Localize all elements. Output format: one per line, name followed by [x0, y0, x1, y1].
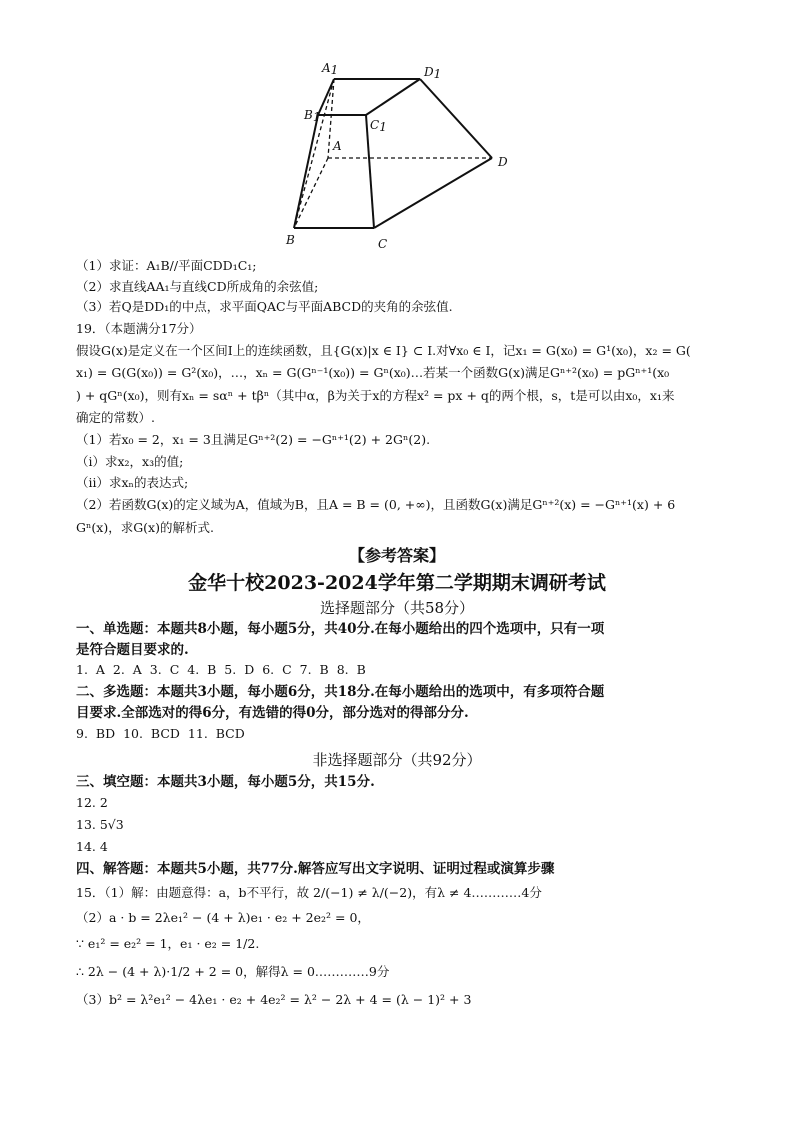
geometry-figure	[270, 52, 520, 254]
q18-part2: （2）求直线AA₁与直线CD所成角的余弦值;	[76, 279, 319, 294]
section3-desc: 三、填空题：本题共3小题，每小题5分，共15分.	[76, 774, 375, 790]
q19-text-1: 假设G(x)是定义在一个区间I上的连续函数，且{G(x)|x ∈ I} ⊂ I.对∀x₀ ∈ I，记x₁ = G(x₀) = G¹(x₀)，x₂ = G(	[76, 343, 691, 358]
answer-14: 14. 4	[76, 839, 108, 854]
label-c1: C1	[370, 118, 387, 134]
segment-a1b-hidden	[294, 79, 334, 228]
q19-part2-a: （2）若函数G(x)的定义域为A，值域为B，且A = B = (0, +∞)，且函数G(x)满足Gⁿ⁺²(x) = −Gⁿ⁺¹(x) + 6	[76, 497, 676, 512]
q19-part2-b: Gⁿ(x)，求G(x)的解析式.	[76, 520, 214, 535]
q15-step1: 15．（1）解：由题意得：a，b不平行，故 2/(−1) ≠ λ/(−2)，有λ ≠ 4…………4分	[76, 885, 542, 900]
edge-b1b	[294, 115, 318, 228]
label-d: D	[498, 155, 508, 169]
q15-step3: ∵ e₁² = e₂² = 1，e₁ · e₂ = 1/2.	[76, 936, 260, 951]
label-d1: D1	[424, 65, 442, 81]
section4-desc: 四、解答题：本题共5小题，共77分.解答应写出文字说明、证明过程或演算步骤	[76, 861, 555, 877]
edge-d1d	[420, 79, 492, 158]
q19-text-3: ) + qGⁿ(x₀)，则有xₙ = sαⁿ + tβⁿ（其中α，β为关于x的方程x² = px + q的两个根，s，t是可以由x₀，x₁来	[76, 388, 675, 403]
q18-part3: （3）若Q是DD₁的中点，求平面QAC与平面ABCD的夹角的余弦值.	[76, 299, 453, 314]
label-a1: A1	[322, 61, 339, 77]
q19-text-2: x₁) = G(G(x₀)) = G²(x₀)，…，xₙ = G(Gⁿ⁻¹(x₀)) = Gⁿ(x₀)…若某一个函数G(x)满足Gⁿ⁺²(x₀) = pGⁿ⁺¹(x₀	[76, 365, 670, 380]
label-c: C	[378, 237, 388, 251]
q19-part1-ii: （ⅱ）求xₙ的表达式;	[76, 475, 189, 490]
part2-heading: 非选择题部分（共92分）	[312, 751, 482, 769]
q19-part1: （1）若x₀ = 2，x₁ = 3且满足Gⁿ⁺²(2) = −Gⁿ⁺¹(2) + 2Gⁿ(2).	[76, 432, 431, 447]
section2-desc-b: 目要求.全部选对的得6分，有选错的得0分，部分选对的得部分分.	[76, 705, 469, 721]
edge-d1c1	[366, 79, 420, 115]
q18-part1: （1）求证：A₁B//平面CDD₁C₁;	[76, 258, 257, 273]
section2-desc-a: 二、多选题：本题共3小题，每小题6分，共18分.在每小题给出的选项中，有多项符合题	[76, 684, 605, 700]
label-a: A	[333, 139, 342, 153]
answer-13: 13. 5√3	[76, 817, 124, 832]
part1-heading: 选择题部分（共58分）	[319, 599, 475, 617]
q15-step5: （3）b² = λ²e₁² − 4λe₁ · e₂ + 4e₂² = λ² − 2λ + 4 = (λ − 1)² + 3	[76, 992, 472, 1007]
section1-desc-b: 是符合题目要求的.	[76, 642, 189, 658]
label-b: B	[286, 233, 295, 247]
q15-step2: （2）a · b = 2λe₁² − (4 + λ)e₁ · e₂ + 2e₂² = 0，	[76, 910, 370, 925]
section2-answers: 9. BD 10. BCD 11. BCD	[76, 726, 245, 741]
answers-header: 【参考答案】	[348, 546, 445, 565]
section1-desc-a: 一、单选题：本题共8小题，每小题5分，共40分.在每小题给出的四个选项中，只有一项	[76, 621, 605, 637]
edge-ab-hidden	[294, 158, 328, 228]
label-b1: B1	[304, 108, 321, 124]
answers-title: 金华十校2023-2024学年第二学期期末调研考试	[188, 572, 606, 594]
q19-text-4: 确定的常数）.	[76, 410, 155, 425]
q19-part1-i: （ⅰ）求x₂，x₃的值;	[76, 454, 184, 469]
section1-answers: 1. A 2. A 3. C 4. B 5. D 6. C 7. B 8. B	[76, 662, 366, 677]
q19-title: 19．（本题满分17分）	[76, 321, 202, 336]
answer-12: 12. 2	[76, 795, 108, 810]
edge-cd	[374, 158, 492, 228]
q15-step4: ∴ 2λ − (4 + λ)·1/2 + 2 = 0，解得λ = 0.…………9分	[76, 964, 390, 979]
